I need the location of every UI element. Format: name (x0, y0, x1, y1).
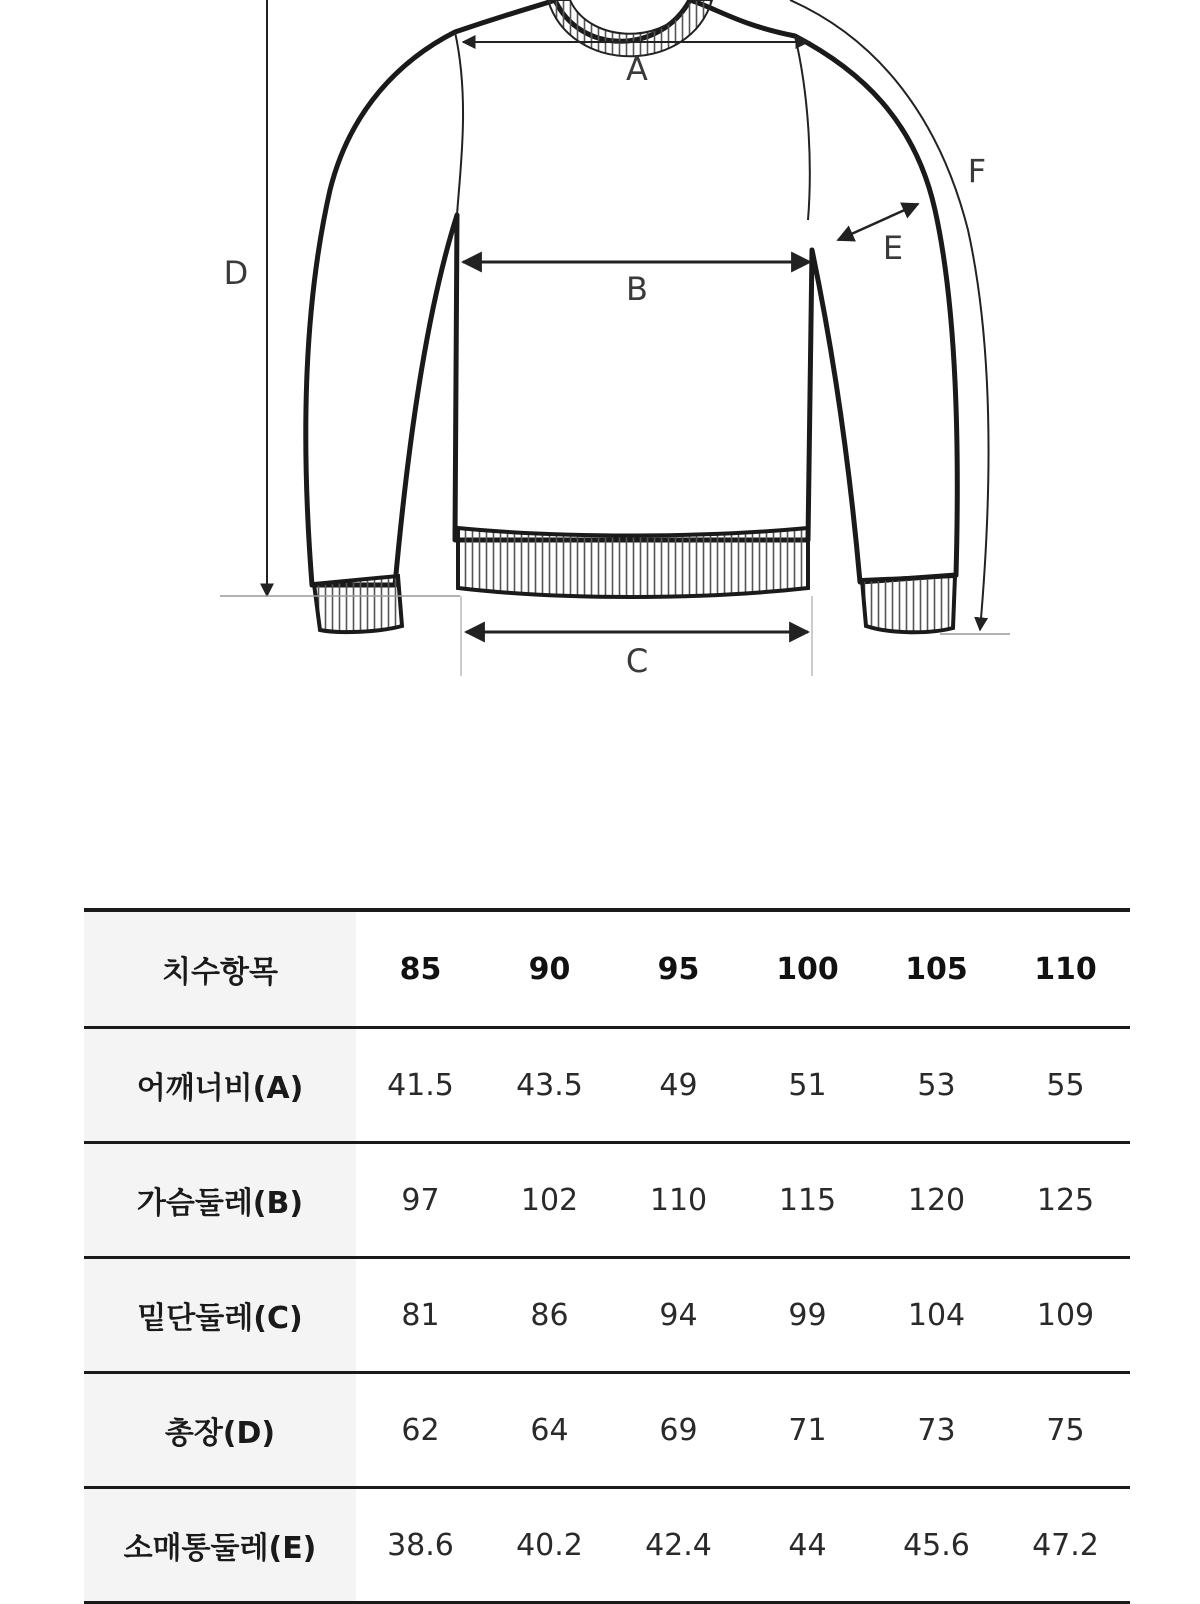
value-cell: 64 (485, 1373, 614, 1488)
value-cell: 120 (872, 1143, 1001, 1258)
label-e: E (882, 229, 904, 267)
value-cell: 55 (1001, 1028, 1130, 1143)
table-row (84, 1488, 1130, 1603)
value-cell: 115 (743, 1143, 872, 1258)
value-cell: 69 (614, 1373, 743, 1488)
value-cell: 104 (872, 1258, 1001, 1373)
left-cuff-rib (314, 576, 402, 632)
table-row (84, 1258, 1130, 1373)
value-cell: 40.2 (485, 1488, 614, 1603)
value-cell: 102 (485, 1143, 614, 1258)
row-label-cell: 밑단둘레(C) (84, 1258, 356, 1373)
table-row (84, 1373, 1130, 1488)
size-chart-table (84, 908, 1130, 1604)
value-cell: 45.6 (872, 1488, 1001, 1603)
row-label-cell: 총장(D) (84, 1373, 356, 1488)
label-c: C (625, 642, 649, 680)
label-d: D (223, 254, 249, 292)
size-header-cell: 85 (356, 910, 485, 1028)
value-cell: 62 (356, 1373, 485, 1488)
value-cell: 53 (872, 1028, 1001, 1143)
right-cuff-rib (862, 576, 955, 632)
value-cell: 44 (743, 1488, 872, 1603)
size-header-cell: 100 (743, 910, 872, 1028)
value-cell: 86 (485, 1258, 614, 1373)
label-a: A (626, 50, 648, 88)
label-b: B (626, 270, 648, 308)
value-cell: 94 (614, 1258, 743, 1373)
value-cell: 109 (1001, 1258, 1130, 1373)
value-cell: 38.6 (356, 1488, 485, 1603)
value-cell: 99 (743, 1258, 872, 1373)
value-cell: 49 (614, 1028, 743, 1143)
size-header-cell: 105 (872, 910, 1001, 1028)
size-header-cell: 90 (485, 910, 614, 1028)
hem-rib (458, 528, 808, 597)
value-cell: 75 (1001, 1373, 1130, 1488)
row-label-cell: 소매통둘레(E) (84, 1488, 356, 1603)
value-cell: 81 (356, 1258, 485, 1373)
table-row (84, 1143, 1130, 1258)
value-cell: 43.5 (485, 1028, 614, 1143)
label-f: F (967, 152, 987, 190)
value-cell: 41.5 (356, 1028, 485, 1143)
value-cell: 71 (743, 1373, 872, 1488)
header-label-cell: 치수항목 (84, 910, 356, 1028)
row-label-cell: 가슴둘레(B) (84, 1143, 356, 1258)
row-label-cell: 어깨너비(A) (84, 1028, 356, 1143)
value-cell: 73 (872, 1373, 1001, 1488)
value-cell: 110 (614, 1143, 743, 1258)
value-cell: 42.4 (614, 1488, 743, 1603)
value-cell: 125 (1001, 1143, 1130, 1258)
sweater-measurement-diagram (0, 0, 1200, 720)
table-header-row (84, 910, 1130, 1028)
size-header-cell: 110 (1001, 910, 1130, 1028)
value-cell: 97 (356, 1143, 485, 1258)
table-row (84, 1028, 1130, 1143)
value-cell: 47.2 (1001, 1488, 1130, 1603)
value-cell: 51 (743, 1028, 872, 1143)
size-header-cell: 95 (614, 910, 743, 1028)
